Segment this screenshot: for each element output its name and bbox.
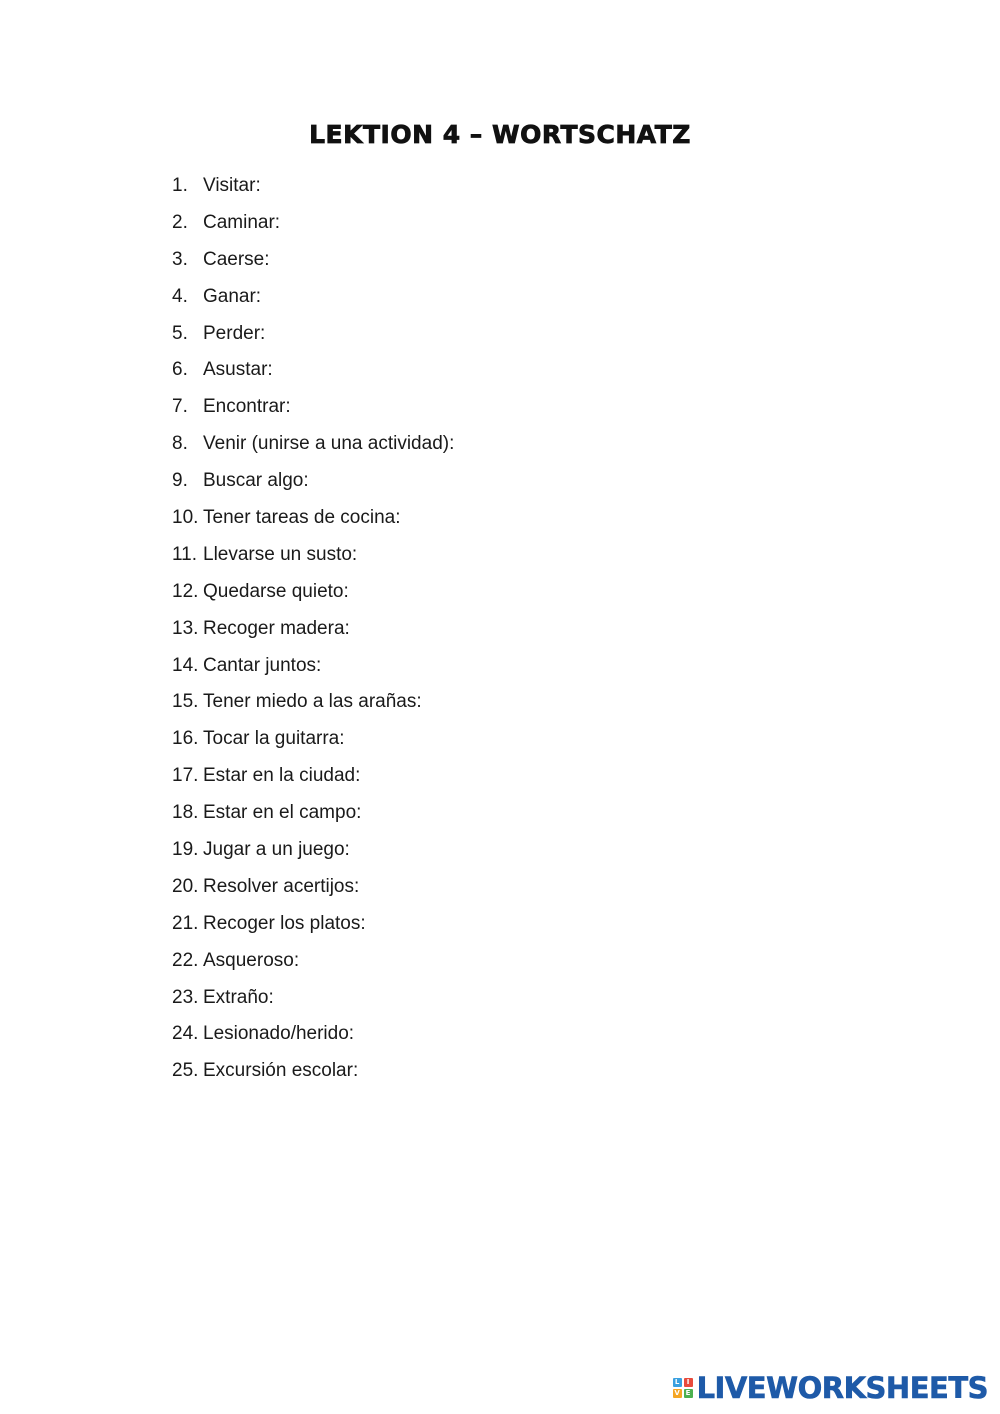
vocab-item-number: 4.: [172, 285, 188, 307]
vocab-item-text: Recoger madera:: [203, 617, 350, 639]
vocab-item: [172, 905, 454, 942]
vocab-item-text: Encontrar:: [203, 396, 291, 418]
vocab-item: [172, 573, 454, 610]
logo-square: V: [674, 1389, 680, 1397]
liveworksheets-logo-icon: [673, 1378, 693, 1398]
vocab-item-number: 14.: [172, 654, 199, 676]
vocab-item: [172, 315, 454, 352]
vocab-item-text: Tener tareas de cocina:: [203, 506, 401, 528]
vocab-item: [172, 167, 454, 204]
vocab-item-text: Perder:: [203, 322, 266, 344]
vocab-item: [172, 942, 454, 979]
vocab-item-text: Venir (unirse a una actividad):: [203, 433, 455, 455]
vocab-item: [172, 610, 454, 647]
vocab-item-number: 23.: [172, 986, 199, 1008]
vocab-item-number: 7.: [172, 396, 188, 418]
vocab-item: [172, 204, 454, 241]
vocab-item-number: 10.: [172, 506, 199, 528]
vocab-item-text: Ganar:: [203, 285, 262, 307]
vocab-item-text: Cantar juntos:: [203, 654, 322, 676]
vocab-item-text: Caerse:: [203, 248, 270, 270]
vocab-item: [172, 794, 454, 831]
vocab-item-text: Extraño:: [203, 986, 274, 1008]
vocab-item-text: Lesionado/herido:: [203, 1023, 355, 1045]
vocab-item-text: Estar en la ciudad:: [203, 765, 361, 787]
vocab-item: [172, 647, 454, 684]
vocab-item-number: 18.: [172, 802, 199, 824]
logo-square: L: [673, 1378, 682, 1387]
vocab-item: [172, 278, 454, 315]
vocab-item-text: Estar en el campo:: [203, 802, 362, 824]
vocab-item-text: Asustar:: [203, 359, 273, 381]
vocab-item: [172, 979, 454, 1016]
worksheet-title: LEKTION 4 – WORTSCHATZ: [309, 120, 691, 149]
vocab-item: [172, 351, 454, 388]
vocab-item-text: Jugar a un juego:: [203, 838, 350, 860]
vocab-item-text: Excursión escolar:: [203, 1060, 359, 1082]
vocab-item-text: Tener miedo a las arañas:: [203, 691, 422, 713]
vocab-item-number: 13.: [172, 617, 199, 639]
vocab-item-number: 25.: [172, 1060, 199, 1082]
vocab-item-number: 16.: [172, 728, 199, 750]
vocab-item-text: Recoger los platos:: [203, 912, 366, 934]
vocab-item-text: Visitar:: [203, 174, 261, 196]
vocab-item-number: 24.: [172, 1023, 199, 1045]
vocab-item-text: Quedarse quieto:: [203, 580, 349, 602]
logo-wordmark: LIVEWORKSHEETS: [696, 1371, 988, 1405]
vocab-item: [172, 462, 454, 499]
vocab-item-number: 6.: [172, 359, 188, 381]
vocab-item-number: 5.: [172, 322, 188, 344]
vocab-item-number: 17.: [172, 765, 199, 787]
vocab-item: [172, 241, 454, 278]
vocab-item-text: Caminar:: [203, 211, 281, 233]
logo-square: E: [684, 1389, 693, 1398]
vocabulary-list: [172, 167, 454, 1089]
vocab-item-number: 22.: [172, 949, 199, 971]
vocab-item-number: 15.: [172, 691, 199, 713]
vocab-item: [172, 1015, 454, 1052]
vocab-item: [172, 1052, 454, 1089]
vocab-item: [172, 536, 454, 573]
vocab-item: [172, 720, 454, 757]
vocab-item-text: Buscar algo:: [203, 470, 309, 492]
vocab-item: [172, 683, 454, 720]
vocab-item-number: 21.: [172, 912, 199, 934]
vocab-item-text: Asqueroso:: [203, 949, 300, 971]
vocab-item-text: Llevarse un susto:: [203, 543, 358, 565]
vocab-item-number: 20.: [172, 875, 199, 897]
vocab-item-number: 19.: [172, 838, 199, 860]
vocab-item: [172, 868, 454, 905]
vocab-item: [172, 499, 454, 536]
vocab-item-number: 2.: [172, 211, 188, 233]
vocab-item-text: Tocar la guitarra:: [203, 728, 345, 750]
liveworksheets-logo: [673, 1372, 988, 1404]
vocab-item: [172, 388, 454, 425]
vocab-item-number: 1.: [172, 174, 188, 196]
vocab-item: [172, 757, 454, 794]
vocab-item: [172, 831, 454, 868]
vocab-item-number: 3.: [172, 248, 188, 270]
vocab-item: [172, 425, 454, 462]
vocab-item-number: 11.: [172, 543, 198, 565]
logo-square: I: [684, 1378, 693, 1387]
vocab-item-text: Resolver acertijos:: [203, 875, 360, 897]
vocab-item-number: 12.: [172, 580, 199, 602]
vocab-item-number: 9.: [172, 470, 188, 492]
vocab-item-number: 8.: [172, 433, 188, 455]
